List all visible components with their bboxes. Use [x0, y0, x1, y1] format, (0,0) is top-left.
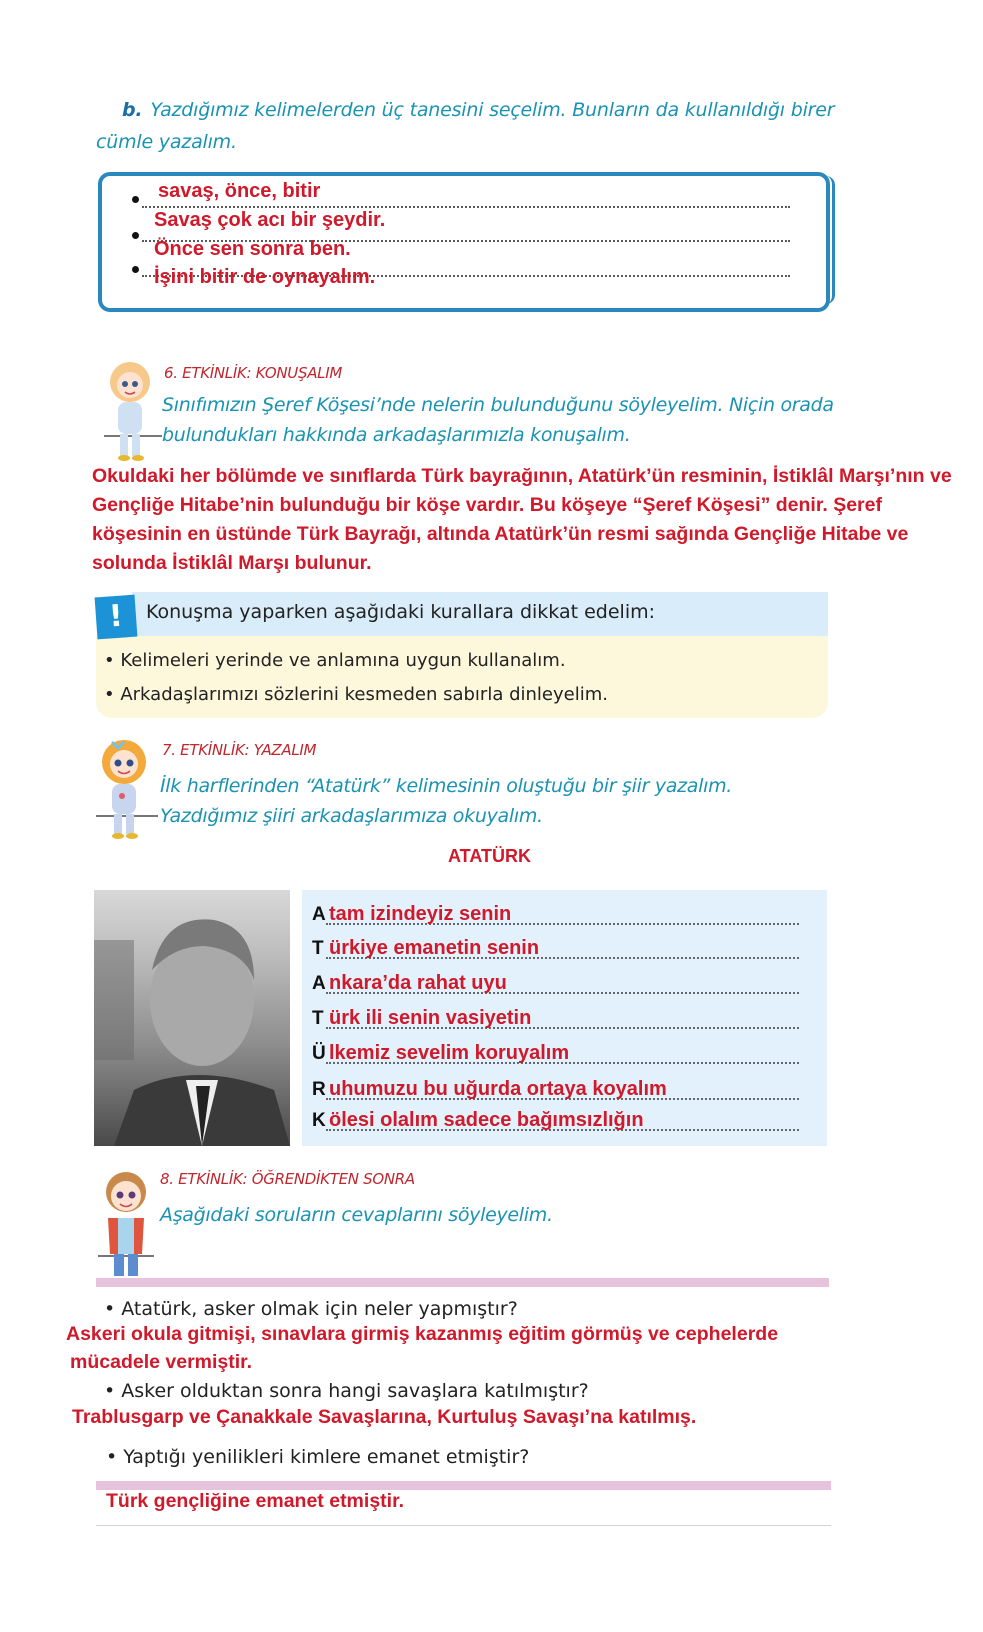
- poem-text: ürkiye emanetin senin: [329, 937, 540, 959]
- poem-text: ürk ili senin vasiyetin: [329, 1007, 532, 1029]
- pink-divider: [96, 1278, 829, 1287]
- poem-title: ATATÜRK: [448, 846, 531, 866]
- activity-6-answer: Okuldaki her bölümde ve sınıflarda Türk bayrağının, Atatürk’ün resminin, İstiklâl Marşı’nın ve Gençliğe Hitabe’nin bulunduğu bir köşe vardır. Bu köşeye “Şeref Köşesi” denir. Şeref köşesinin en üstünde Türk Bayrağı, altında Atatürk’ün resmi sağında Gençliğe Hitabe ve solunda İstiklâl Marşı bulunur.: [92, 465, 952, 574]
- poem-line: [312, 932, 799, 962]
- activity-7-title: 7. ETKİNLİK: YAZALIM: [162, 741, 317, 759]
- rules-body: [96, 636, 828, 718]
- chosen-words: savaş, önce, bitir: [158, 180, 321, 202]
- poem-text: tam izindeyiz senin: [329, 903, 512, 925]
- poem-initial: T: [312, 1008, 324, 1029]
- rule-item: • Kelimeleri yerinde ve anlamına uygun kullanalım.: [104, 650, 566, 671]
- curly-girl-character-icon: [96, 736, 158, 840]
- writing-line: [142, 206, 790, 208]
- poem-line: [312, 1037, 799, 1067]
- answer-1-line-2: mücadele vermiştir.: [70, 1351, 253, 1373]
- poem-initial: K: [312, 1110, 326, 1131]
- poem-text: lkemiz sevelim koruyalım: [329, 1042, 570, 1064]
- sentence-2: Önce sen sonra ben.: [154, 238, 351, 260]
- sentence-box: [98, 172, 830, 312]
- bottom-divider: [96, 1525, 831, 1526]
- activity-8-description: Aşağıdaki soruların cevaplarını söyleyelim.: [160, 1204, 553, 1226]
- answer-2: Trablusgarp ve Çanakkale Savaşlarına, Kurtuluş Savaşı’na katılmış.: [72, 1406, 697, 1428]
- rule-text: Arkadaşlarımızı sözlerini kesmeden sabırla dinleyelim.: [120, 684, 608, 705]
- sentence-3: İşini bitir de oynayalım.: [154, 266, 376, 288]
- bullet-icon: [132, 266, 139, 273]
- exclamation-icon: !: [95, 595, 138, 640]
- activity-6-title: 6. ETKİNLİK: KONUŞALIM: [164, 364, 342, 382]
- poem-initial: T: [312, 938, 324, 959]
- activity-7-description: İlk harflerinden “Atatürk” kelimesinin oluştuğu bir şiir yazalım. Yazdığımız şiiri arkadaşlarımıza okuyalım.: [160, 775, 733, 827]
- poem-line: [312, 967, 799, 997]
- question-3: • Yaptığı yenilikleri kimlere emanet etmiştir?: [106, 1446, 530, 1468]
- rule-text: Kelimeleri yerinde ve anlamına uygun kullanalım.: [120, 650, 566, 671]
- part-b-instruction: [96, 94, 836, 158]
- poem-line: [312, 1104, 799, 1134]
- bullet-icon: [132, 196, 139, 203]
- girl-character-icon: [104, 356, 162, 462]
- bullet-icon: [132, 232, 139, 239]
- poem-text: nkara’da rahat uyu: [329, 972, 507, 994]
- question-2: • Asker olduktan sonra hangi savaşlara katılmıştır?: [104, 1380, 589, 1402]
- question-1: • Atatürk, asker olmak için neler yapmıştır?: [104, 1298, 518, 1320]
- part-b-text: Yazdığımız kelimelerden üç tanesini seçelim. Bunların da kullanıldığı birer cümle yazalım.: [96, 99, 835, 153]
- activity-6-description: Sınıfımızın Şeref Köşesi’nde nelerin bulunduğunu söyleyelim. Niçin orada bulundukları hakkında arkadaşlarımızla konuşalım.: [162, 394, 834, 446]
- ataturk-portrait-photo: [94, 890, 290, 1146]
- poem-initial: R: [312, 1079, 326, 1100]
- part-b-label: b.: [122, 99, 143, 121]
- poem-line: [312, 1002, 799, 1032]
- answer-3: Türk gençliğine emanet etmiştir.: [106, 1490, 405, 1512]
- rule-item: • Arkadaşlarımızı sözlerini kesmeden sabırla dinleyelim.: [104, 684, 608, 705]
- poem-text: ölesi olalım sadece bağımsızlığın: [329, 1109, 644, 1131]
- boy-character-icon: [96, 1166, 156, 1290]
- poem-initial: A: [312, 973, 326, 994]
- poem-line: [312, 898, 799, 928]
- sentence-1: Savaş çok acı bir şeydir.: [154, 209, 386, 231]
- poem-line: [312, 1073, 799, 1103]
- rules-title: Konuşma yaparken aşağıdaki kurallara dikkat edelim:: [146, 601, 656, 623]
- poem-initial: Ü: [312, 1043, 326, 1064]
- activity-8-title: 8. ETKİNLİK: ÖĞRENDİKTEN SONRA: [160, 1170, 415, 1188]
- poem-text: uhumuzu bu uğurda ortaya koyalım: [329, 1078, 667, 1100]
- poem-initial: A: [312, 904, 326, 925]
- answer-1-line-1: Askeri okula gitmişi, sınavlara girmiş kazanmış eğitim görmüş ve cephelerde: [66, 1323, 779, 1345]
